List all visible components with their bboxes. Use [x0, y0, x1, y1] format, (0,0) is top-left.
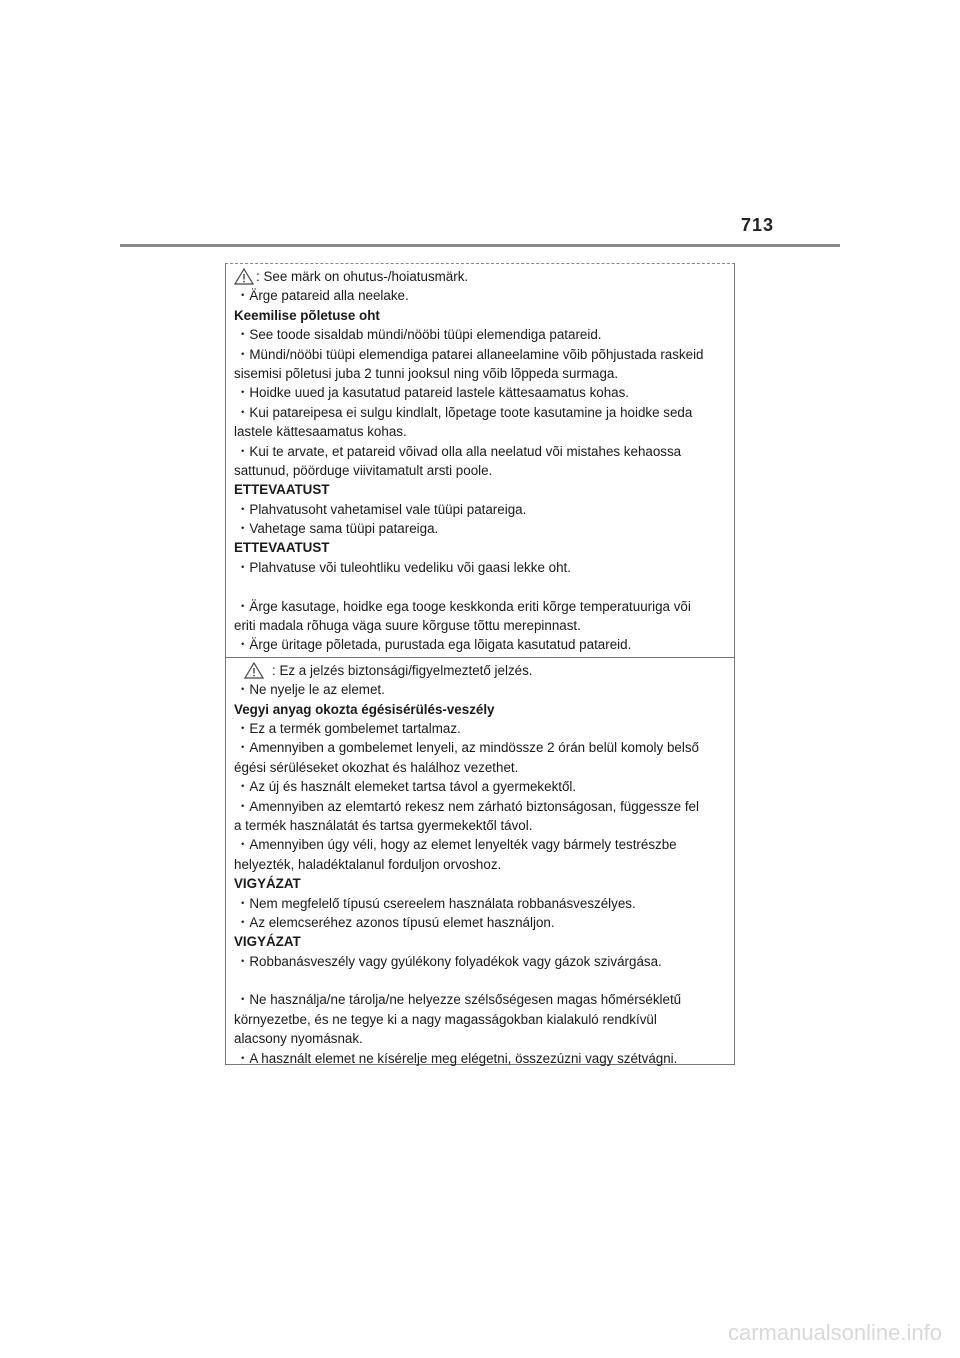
hu-line: ・Amennyiben a gombelemet lenyeli, az mindössze 2 órán belül komoly belső [236, 740, 699, 756]
hu-caution2-heading: VIGYÁZAT [234, 934, 301, 950]
et-chem-burn-heading: Keemilise põletuse oht [234, 307, 380, 323]
et-spacer [234, 577, 724, 596]
et-line: ・Kui te arvate, et patareid võivad olla alla neelatud või mistahes kehaossa [236, 443, 682, 459]
et-line: ・Mündi/nööbi tüüpi elemendiga patarei allaneelamine võib põhjustada raskeid [236, 346, 704, 362]
warning-triangle-icon [234, 268, 254, 285]
hu-caution1-line: ・Nem megfelelő típusú csereelem használata robbanásveszélyes. [236, 895, 636, 911]
hu-line: helyezték, haladéktalanul forduljon orvoshoz. [234, 856, 502, 872]
et-line: ・Hoidke uued ja kasutatud patareid lastele kättesaamatus kohas. [236, 385, 630, 401]
header-rule [120, 244, 840, 247]
hu-symbol-text: : Ez a jelzés biztonsági/figyelmeztető jelzés. [272, 662, 533, 678]
hu-final-line: ・Ne használja/ne tárolja/ne helyezze szélsőségesen magas hőmérsékletű [236, 992, 682, 1008]
hu-final-line: alacsony nyomásnak. [234, 1031, 363, 1047]
et-final-line: ・Ärge kasutage, hoidke ega tooge keskkonda eriti kõrge temperatuuriga või [236, 598, 691, 614]
et-line: sisemisi põletusi juba 2 tunni jooksul ning võib lõppeda surmaga. [234, 365, 619, 381]
page-number: 713 [740, 215, 774, 235]
hu-chem-burn-heading: Vegyi anyag okozta égésisérülés-veszély [234, 701, 495, 717]
hu-line: ・Az új és használt elemeket tartsa távol a gyermekektől. [236, 779, 577, 795]
warning-box [225, 263, 735, 1065]
et-line: lastele kättesaamatus kohas. [234, 424, 407, 440]
et-caution1-heading: ETTEVAATUST [234, 482, 330, 498]
hungarian-section [226, 657, 734, 1070]
et-symbol-line [234, 267, 724, 286]
et-symbol-text: : See märk on ohutus-/hoiatusmärk. [256, 269, 469, 284]
hu-spacer [234, 971, 724, 990]
warning-triangle-icon [244, 662, 264, 679]
hu-do-not-swallow: ・Ne nyelje le az elemet. [236, 682, 385, 698]
et-caution2-heading: ETTEVAATUST [234, 540, 330, 556]
hu-final-line: ・A használt elemet ne kísérelje meg elégetni, összezúzni vagy szétvágni. [236, 1050, 678, 1066]
et-line: sattunud, pöörduge viivitamatult arsti poole. [234, 462, 493, 478]
hu-line: a termék használatát és tartsa gyermekektől távol. [234, 817, 533, 833]
hu-line: ・Amennyiben az elemtartó rekesz nem zárható biztonságosan, függessze fel [236, 798, 699, 814]
et-caution1-line: ・Plahvatusoht vahetamisel vale tüüpi patareiga. [236, 501, 527, 517]
watermark: carmanualsonline.info [727, 1320, 942, 1345]
hu-caution1-heading: VIGYÁZAT [234, 876, 301, 892]
et-do-not-swallow: ・Ärge patareid alla neelake. [236, 288, 409, 304]
hu-final-line: környezetbe, és ne tegye ki a nagy magasságokban kialakuló rendkívül [234, 1011, 657, 1027]
et-final-line: ・Ärge üritage põletada, purustada ega lõigata kasutatud patareid. [236, 637, 632, 653]
hu-caution2-line: ・Robbanásveszély vagy gyúlékony folyadékok vagy gázok szivárgása. [236, 953, 662, 969]
hu-symbol-line [234, 661, 724, 680]
hu-line: ・Ez a termék gombelemet tartalmaz. [236, 720, 461, 736]
estonian-section [226, 264, 734, 657]
hu-caution1-line: ・Az elemcseréhez azonos típusú elemet használjon. [236, 914, 555, 930]
et-caution2-line: ・Plahvatuse või tuleohtliku vedeliku või gaasi lekke oht. [236, 559, 571, 575]
hu-line: égési sérüléseket okozhat és halálhoz vezethet. [234, 759, 519, 775]
et-caution1-line: ・Vahetage sama tüüpi patareiga. [236, 521, 439, 537]
et-final-line: eriti madala rõhuga väga suure kõrguse tõttu merepinnast. [234, 618, 581, 634]
et-line: ・See toode sisaldab mündi/nööbi tüüpi elemendiga patareid. [236, 327, 602, 343]
et-line: ・Kui patareipesa ei sulgu kindlalt, lõpetage toote kasutamine ja hoidke seda [236, 404, 693, 420]
hu-line: ・Amennyiben úgy véli, hogy az elemet lenyelték vagy bármely testrészbe [236, 837, 677, 853]
